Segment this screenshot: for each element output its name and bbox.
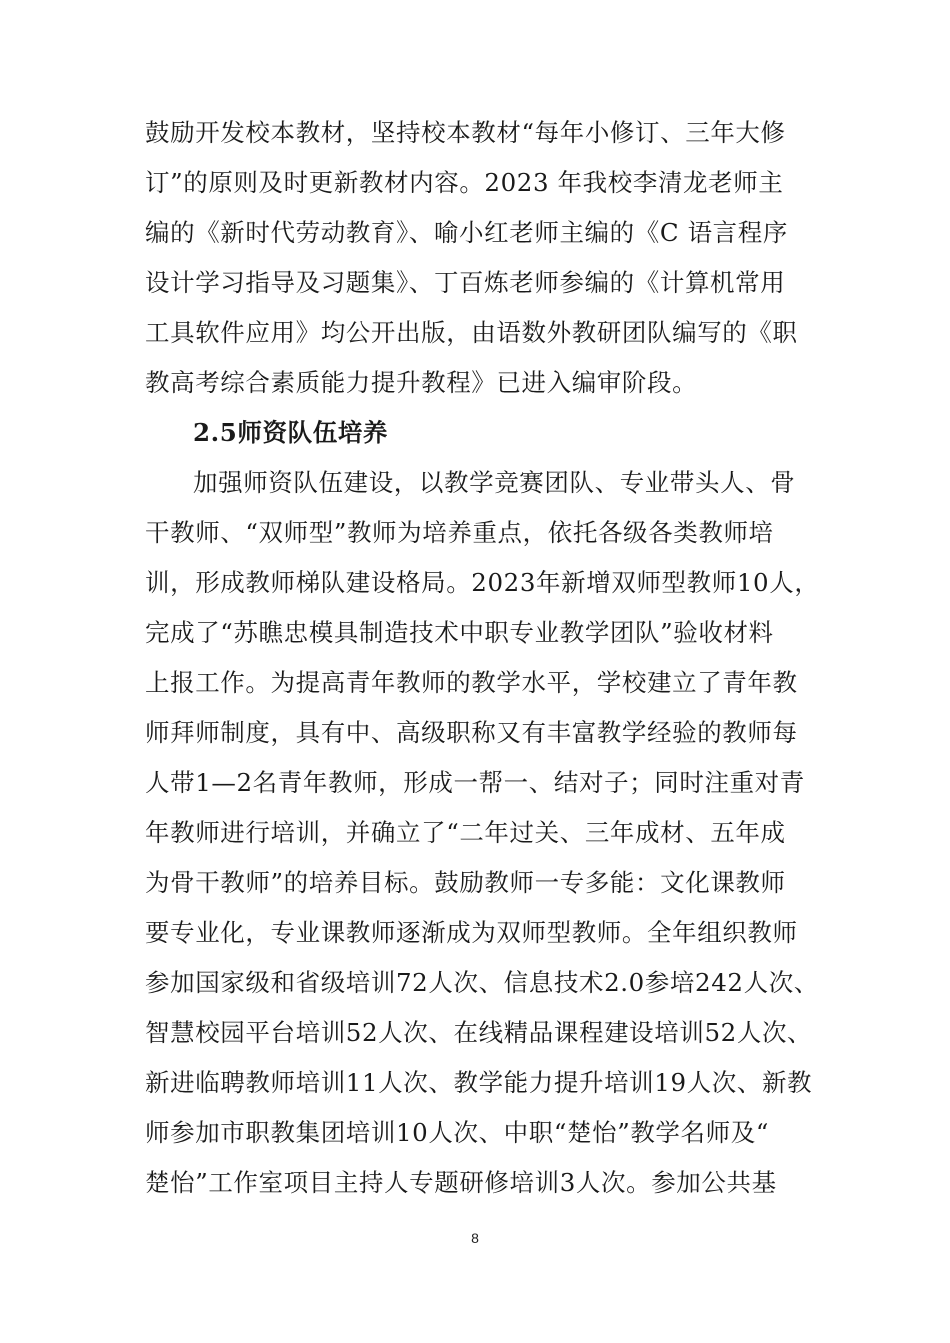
text-line: 干教师、“双师型”教师为培养重点，依托各级各类教师培 xyxy=(145,518,774,547)
text-line: 师参加市职教集团培训10人次、中职“楚怡”教学名师及“ xyxy=(145,1118,769,1147)
page-number: 8 xyxy=(471,1230,479,1246)
text-line: 加强师资队伍建设，以教学竞赛团队、专业带头人、骨 xyxy=(193,468,796,497)
text-line: 年教师进行培训，并确立了“二年过关、三年成材、五年成 xyxy=(145,818,786,847)
text-line: 师拜师制度，具有中、高级职称又有丰富教学经验的教师每 xyxy=(145,718,798,747)
text-line: 要专业化，专业课教师逐渐成为双师型教师。全年组织教师 xyxy=(145,918,798,947)
text-line: 完成了“苏瞧忠模具制造技术中职专业教学团队”验收材料 xyxy=(145,618,774,647)
text-line: 鼓励开发校本教材，坚持校本教材“每年小修订、三年大修 xyxy=(145,118,786,147)
text-line: 人带1—2名青年教师，形成一帮一、结对子；同时注重对青 xyxy=(145,768,805,797)
text-line: 楚怡”工作室项目主持人专题研修培训3人次。参加公共基 xyxy=(145,1168,777,1197)
text-line: 参加国家级和省级培训72人次、信息技术2.0参培242人次、 xyxy=(145,968,819,997)
text-line: 设计学习指导及习题集》、丁百炼老师参编的《计算机常用 xyxy=(145,268,786,297)
section-heading: 2.5师资队伍培养 xyxy=(193,418,389,447)
text-line: 新进临聘教师培训11人次、教学能力提升培训19人次、新教 xyxy=(145,1068,813,1097)
text-line: 训，形成教师梯队建设格局。2023年新增双师型教师10人， xyxy=(145,568,820,597)
text-line: 订”的原则及时更新教材内容。2023 年我校李清龙老师主 xyxy=(145,168,784,197)
text-line: 智慧校园平台培训52人次、在线精品课程建设培训52人次、 xyxy=(145,1018,813,1047)
text-line: 上报工作。为提高青年教师的教学水平，学校建立了青年教 xyxy=(145,668,798,697)
text-line: 编的《新时代劳动教育》、喻小红老师主编的《C 语言程序 xyxy=(145,218,788,247)
text-line: 教高考综合素质能力提升教程》已进入编审阶段。 xyxy=(145,368,698,397)
text-line: 工具软件应用》均公开出版，由语数外教研团队编写的《职 xyxy=(145,318,798,347)
text-line: 为骨干教师”的培养目标。鼓励教师一专多能：文化课教师 xyxy=(145,868,786,897)
